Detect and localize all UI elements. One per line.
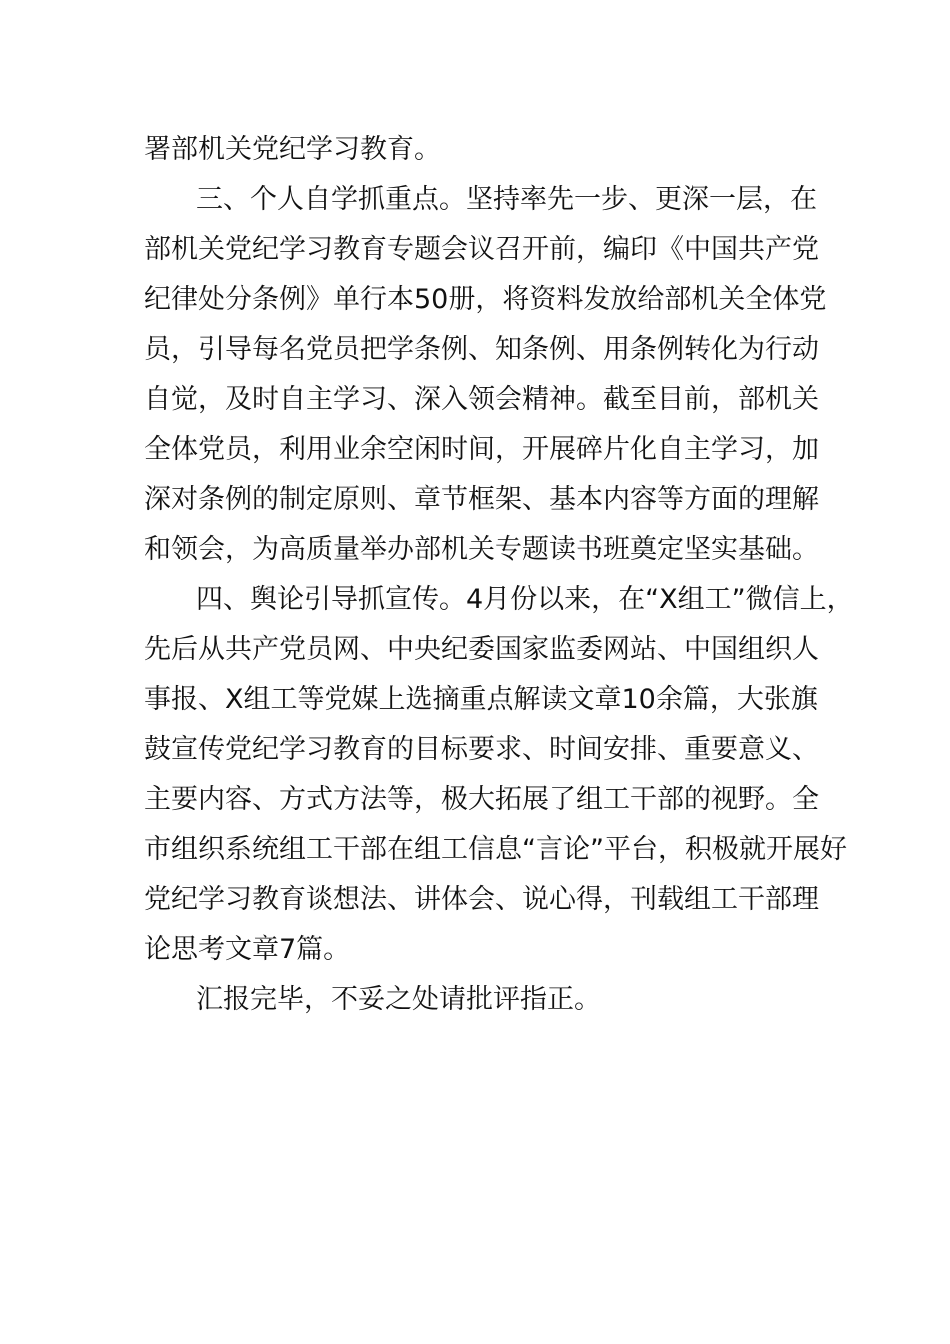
text-line: 事报、X组工等党媒上选摘重点解读文章10余篇，大张旗: [144, 684, 818, 715]
text-line: 市组织系统组工干部在组工信息“言论”平台，积极就开展好: [144, 834, 847, 865]
text-line: 自觉，及时自主学习、深入领会精神。截至目前，部机关: [144, 384, 819, 415]
body-text: [144, 125, 854, 1025]
text-line: 部机关党纪学习教育专题会议召开前，编印《中国共产党: [144, 234, 819, 265]
text-line: 鼓宣传党纪学习教育的目标要求、时间安排、重要意义、: [144, 734, 819, 765]
closing-line: 汇报完毕，不妥之处请批评指正。: [196, 984, 601, 1015]
text-line: 主要内容、方式方法等，极大拓展了组工干部的视野。全: [144, 784, 819, 815]
paragraph-3-heading-line: 三、个人自学抓重点。坚持率先一步、更深一层，在: [196, 184, 817, 215]
paragraph-4-heading-line: 四、舆论引导抓宣传。4月份以来，在“X组工”微信上，: [196, 584, 854, 615]
text-line: 先后从共产党员网、中央纪委国家监委网站、中国组织人: [144, 634, 819, 665]
text-line: 全体党员，利用业余空闲时间，开展碎片化自主学习，加: [144, 434, 819, 465]
text-line: 党纪学习教育谈想法、讲体会、说心得，刊载组工干部理: [144, 884, 819, 915]
text-line: 和领会，为高质量举办部机关专题读书班奠定坚实基础。: [144, 534, 819, 565]
text-line: 署部机关党纪学习教育。: [144, 134, 441, 165]
text-line: 论思考文章7篇。: [144, 934, 351, 965]
text-line: 纪律处分条例》单行本50册，将资料发放给部机关全体党: [144, 284, 827, 315]
text-line: 深对条例的制定原则、章节框架、基本内容等方面的理解: [144, 484, 819, 515]
text-line: 员，引导每名党员把学条例、知条例、用条例转化为行动: [144, 334, 819, 365]
